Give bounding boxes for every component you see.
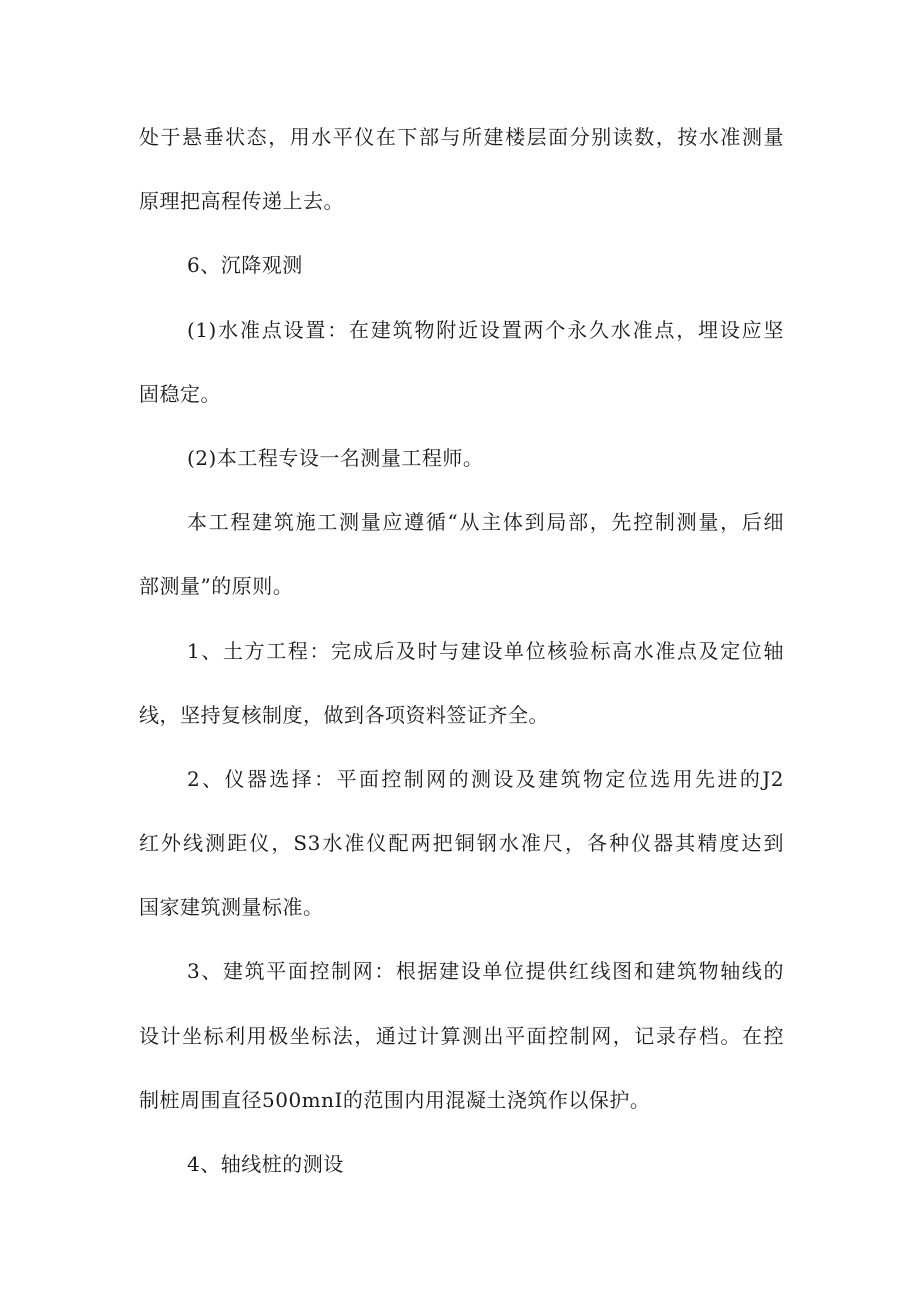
text-line: (1)水准点设置：在建筑物附近设置两个永久水准点，埋设应坚	[187, 317, 784, 342]
text-line: 制桩周围直径500mnI的范围内用混凝土浇筑作以保护。	[139, 1087, 651, 1112]
text-line: 部测量”的原则。	[139, 574, 294, 599]
body-text	[139, 118, 784, 1209]
text-line: 红外线测距仪，S3水准仪配两把铜钢水准尺，各种仪器其精度达到	[139, 831, 784, 856]
text-line: 2、仪器选择：平面控制网的测设及建筑物定位选用先进的J2	[187, 766, 784, 791]
text-line: 固稳定。	[139, 381, 221, 406]
text-line: 处于悬垂状态，用水平仪在下部与所建楼层面分别读数，按水准测量	[139, 125, 784, 149]
text-line: 设计坐标利用极坐标法，通过计算测出平面控制网，记录存档。在控	[139, 1023, 784, 1048]
text-line: 本工程建筑施工测量应遵循“从主体到局部，先控制测量，后细	[187, 510, 784, 535]
text-line: 国家建筑测量标准。	[139, 895, 324, 920]
text-line: 1、土方工程：完成后及时与建设单位核验标高水准点及定位轴	[187, 638, 784, 663]
section-heading: 4、轴线桩的测设	[187, 1152, 344, 1176]
text-line: 3、建筑平面控制网：根据建设单位提供红线图和建筑物轴线的	[187, 959, 784, 984]
text-line: (2)本工程专设一名测量工程师。	[187, 445, 484, 470]
section-heading: 6、沉降观测	[187, 253, 303, 278]
text-line: 原理把高程传递上去。	[139, 189, 344, 214]
text-line: 线，坚持复核制度，做到各项资料签证齐全。	[139, 702, 549, 727]
